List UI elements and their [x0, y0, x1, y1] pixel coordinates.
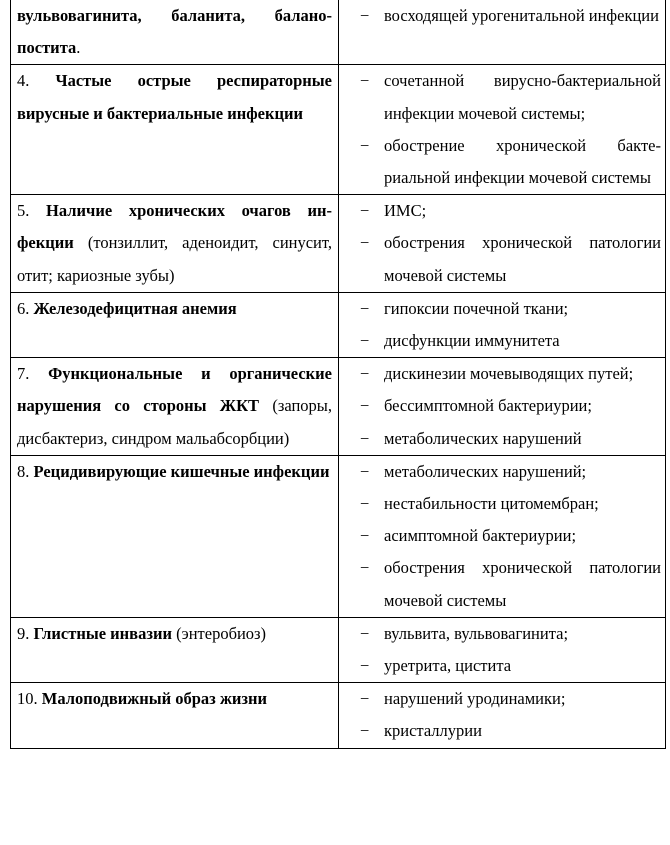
consequence-item [339, 358, 661, 390]
row-number: 9. [17, 623, 34, 643]
consequence-item [339, 715, 661, 747]
dash-bullet: − [360, 331, 370, 351]
table-row [11, 0, 666, 65]
consequences-cell [339, 455, 666, 617]
risk-factor-text [17, 195, 332, 292]
consequences-cell [339, 292, 666, 357]
consequence-item [339, 552, 661, 616]
consequence-item [339, 650, 661, 682]
consequences-cell [339, 0, 666, 65]
risk-factor-title: Глистные инвазии [33, 623, 172, 643]
consequences-cell [339, 358, 666, 456]
risk-factor-details: (запоры, дисбактериз, синдром мальабсорбции) [17, 396, 332, 448]
risk-factor-details: (тонзиллит, аденоидит, синусит, отит; кариозные зубы) [17, 233, 332, 285]
row-number: 5. [17, 201, 47, 221]
consequence-item [339, 0, 661, 32]
risk-factor-cell [11, 0, 339, 65]
consequences-cell [339, 683, 666, 748]
risk-factor-cell [11, 292, 339, 357]
consequence-text: обострение хронической бактериальной инфекции мочевой системы [384, 135, 661, 188]
consequence-item [339, 195, 661, 227]
risk-factor-text [17, 683, 332, 715]
consequence-text: сочетанной вирусно-бактериальной инфекции мочевой системы; [384, 71, 661, 123]
consequence-text: метаболических нарушений [384, 428, 582, 448]
dash-bullet: − [360, 364, 370, 384]
table-row [11, 617, 666, 682]
risk-factor-text [17, 293, 332, 325]
dash-bullet: − [360, 71, 370, 91]
consequence-text: обострения хронической патологии мочевой системы [384, 558, 661, 610]
consequence-item [339, 683, 661, 715]
risk-factor-cell [11, 358, 339, 456]
risk-factor-title: Железодефицитная анемия [33, 298, 237, 318]
risk-factor-text [17, 65, 332, 129]
dash-bullet: − [360, 623, 370, 643]
dash-bullet: − [360, 428, 370, 448]
risk-factor-title: вульвовагинита, баланита, баланопостита [17, 6, 332, 58]
risk-factor-text [17, 456, 332, 488]
dash-bullet: − [360, 558, 370, 578]
risk-factor-cell [11, 683, 339, 748]
consequence-item [339, 293, 661, 325]
table-row [11, 683, 666, 748]
consequence-text: нарушений уродинамики; [384, 689, 566, 709]
row-number: 8. [17, 461, 34, 481]
consequence-text: ИМС; [384, 201, 427, 221]
risk-factor-cell [11, 65, 339, 195]
row-number: 6. [17, 298, 34, 318]
risk-factor-details: . [76, 38, 81, 58]
risk-factor-title: Функциональные и органические нарушения со стороны ЖКТ [17, 364, 332, 416]
risk-factor-title: Малоподвижный образ жизни [41, 689, 268, 709]
consequence-text: кристаллурии [384, 721, 482, 741]
consequence-item [339, 65, 661, 129]
dash-bullet: − [360, 233, 370, 253]
consequence-text: бессимптомной бактериурии; [384, 396, 592, 416]
consequences-cell [339, 65, 666, 195]
consequence-text: дисфункции иммунитета [384, 331, 560, 351]
consequence-text: нестабильности цитомембран; [384, 494, 599, 514]
risk-factors-table [10, 0, 666, 749]
consequence-item [339, 520, 661, 552]
consequence-text: гипоксии почечной ткани; [384, 298, 569, 318]
consequence-item [339, 325, 661, 357]
risk-factor-text [17, 618, 332, 650]
dash-bullet: − [360, 396, 370, 416]
dash-bullet: − [360, 298, 370, 318]
risk-factor-cell [11, 617, 339, 682]
dash-bullet: − [360, 461, 370, 481]
dash-bullet: − [360, 656, 370, 676]
row-number: 7. [17, 364, 49, 384]
consequence-text: восходящей урогенитальной инфекции [384, 6, 659, 25]
consequence-item [339, 423, 661, 455]
risk-factor-title: Частые острые респираторные вирусные и бактериальные инфекции [17, 71, 333, 123]
consequences-cell [339, 195, 666, 293]
consequence-item [339, 618, 661, 650]
table-row [11, 195, 666, 293]
table-row [11, 65, 666, 195]
risk-factor-cell [11, 455, 339, 617]
risk-factor-text [17, 358, 332, 455]
dash-bullet: − [360, 689, 370, 709]
dash-bullet: − [360, 494, 370, 514]
row-number: 4. [17, 71, 56, 91]
consequence-item [339, 130, 661, 194]
consequence-text: асимптомной бактериурии; [384, 526, 577, 546]
dash-bullet: − [360, 135, 370, 155]
dash-bullet: − [360, 721, 370, 741]
consequence-text: метаболических нарушений; [384, 461, 587, 481]
table-row [11, 292, 666, 357]
consequence-text: обострения хронической патологии мочевой системы [384, 233, 661, 285]
consequence-item [339, 227, 661, 291]
dash-bullet: − [360, 526, 370, 546]
consequence-text: вульвита, вульвовагинита; [384, 623, 569, 643]
consequence-text: дискинезии мочевыводящих путей; [384, 364, 634, 384]
table-row [11, 358, 666, 456]
risk-factor-cell [11, 195, 339, 293]
consequence-item [339, 456, 661, 488]
consequences-cell [339, 617, 666, 682]
risk-factor-title: Наличие хронических очагов инфекции [17, 201, 332, 253]
dash-bullet: − [360, 6, 370, 25]
dash-bullet: − [360, 201, 370, 221]
table-body [11, 0, 666, 748]
risk-factor-text [17, 0, 332, 64]
consequence-item [339, 488, 661, 520]
table-row [11, 455, 666, 617]
consequence-item [339, 390, 661, 422]
row-number: 10. [17, 689, 42, 709]
consequence-text: уретрита, цистита [384, 656, 512, 676]
risk-factor-title: Рецидивирующие кишечные инфекции [33, 461, 330, 481]
risk-factor-details: (энтеробиоз) [172, 623, 267, 643]
